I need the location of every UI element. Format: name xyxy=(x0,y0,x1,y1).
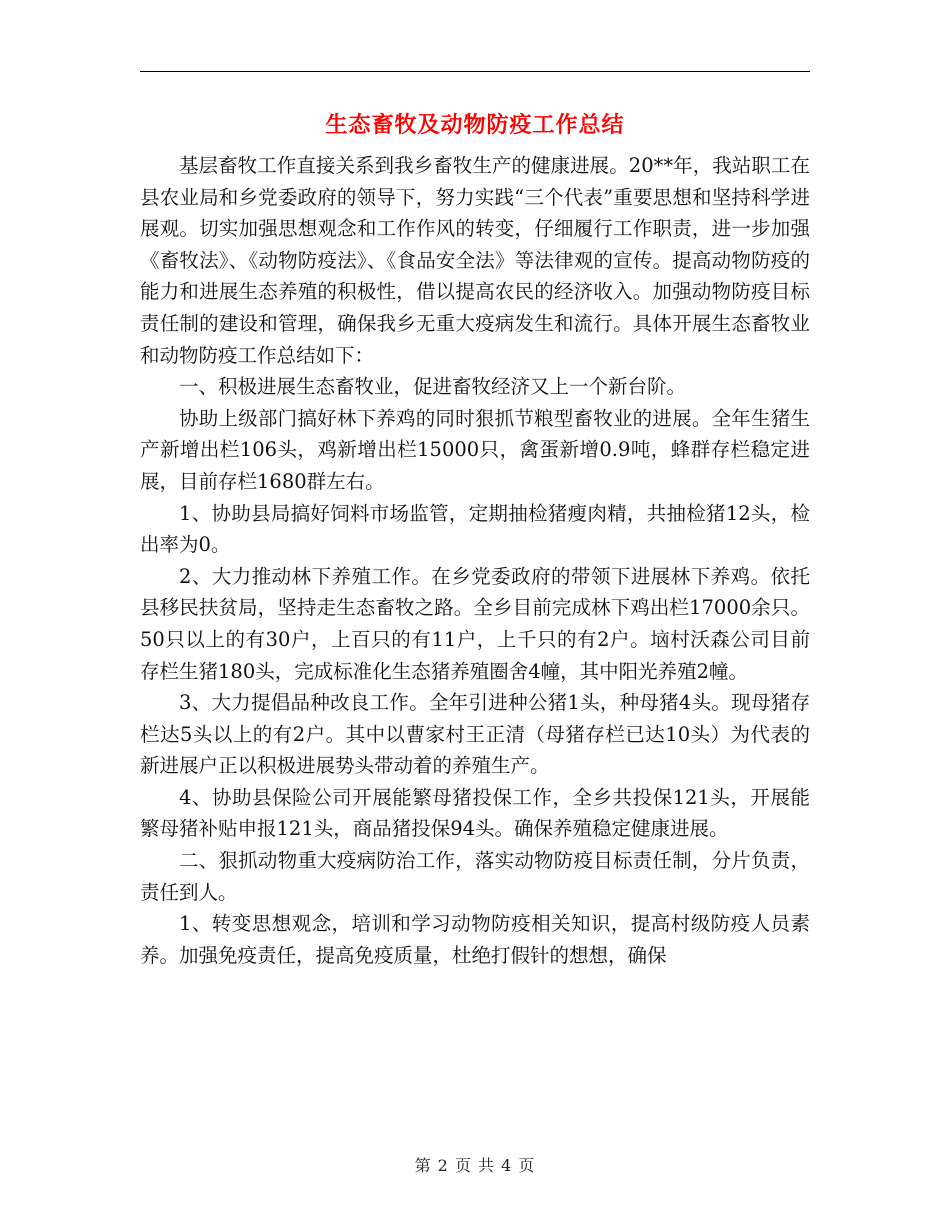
paragraph: 基层畜牧工作直接关系到我乡畜牧生产的健康进展。20**年，我站职工在县农业局和乡党委政府的领导下，努力实践“三个代表”重要思想和坚持科学进展观。切实加强思想观念和工作作风的转变，仔细履行工作职责，进一步加强《畜牧法》、《动物防疫法》、《食品安全法》等法律观的宣传。提高动物防疫的能力和进展生态养殖的积极性，借以提高农民的经济收入。加强动物防疫目标责任制的建设和管理，确保我乡无重大疫病发生和流行。具体开展生态畜牧业和动物防疫工作总结如下： xyxy=(140,154,810,367)
list-item: 3、大力提倡品种改良工作。全年引进种公猪1头，种母猪4头。现母猪存栏达5头以上的有2户。其中以曹家村王正清（母猪存栏已达10头）为代表的新进展户正以积极进展势头带动着的养殖生产。 xyxy=(140,691,810,778)
document-title: 生态畜牧及动物防疫工作总结 xyxy=(325,112,625,138)
paragraph: 协助上级部门搞好林下养鸡的同时狠抓节粮型畜牧业的进展。全年生猪生产新增出栏106头，鸡新增出栏15000只，禽蛋新增0.9吨，蜂群存栏稳定进展，目前存栏1680群左右。 xyxy=(140,406,810,493)
page-number: 第 2 页 共 4 页 xyxy=(414,1156,536,1175)
list-item: 2、大力推动林下养殖工作。在乡党委政府的带领下进展林下养鸡。依托县移民扶贫局，坚持走生态畜牧之路。全乡目前完成林下鸡出栏17000余只。50只以上的有30户，上百只的有11户，上千只的有2户。垴村沃森公司目前存栏生猪180头，完成标准化生态猪养殖圈舍4幢，其中阳光养殖2幢。 xyxy=(140,564,810,683)
header-rule xyxy=(140,71,810,72)
section-heading: 二、狠抓动物重大疫病防治工作，落实动物防疫目标责任制，分片负责，责任到人。 xyxy=(140,849,810,904)
section-heading: 一、积极进展生态畜牧业，促进畜牧经济又上一个新台阶。 xyxy=(179,375,687,399)
list-item: 4、协助县保险公司开展能繁母猪投保工作，全乡共投保121头，开展能繁母猪补贴申报121头，商品猪投保94头。确保养殖稳定健康进展。 xyxy=(140,785,810,841)
list-item: 1、协助县局搞好饲料市场监管，定期抽检猪瘦肉精，共抽检猪12头，检出率为0。 xyxy=(140,501,810,557)
list-item: 1、转变思想观念，培训和学习动物防疫相关知识，提高村级防疫人员素养。加强免疫责任，提高免疫质量，杜绝打假针的想想，确保 xyxy=(140,912,810,967)
document-body xyxy=(140,150,810,971)
